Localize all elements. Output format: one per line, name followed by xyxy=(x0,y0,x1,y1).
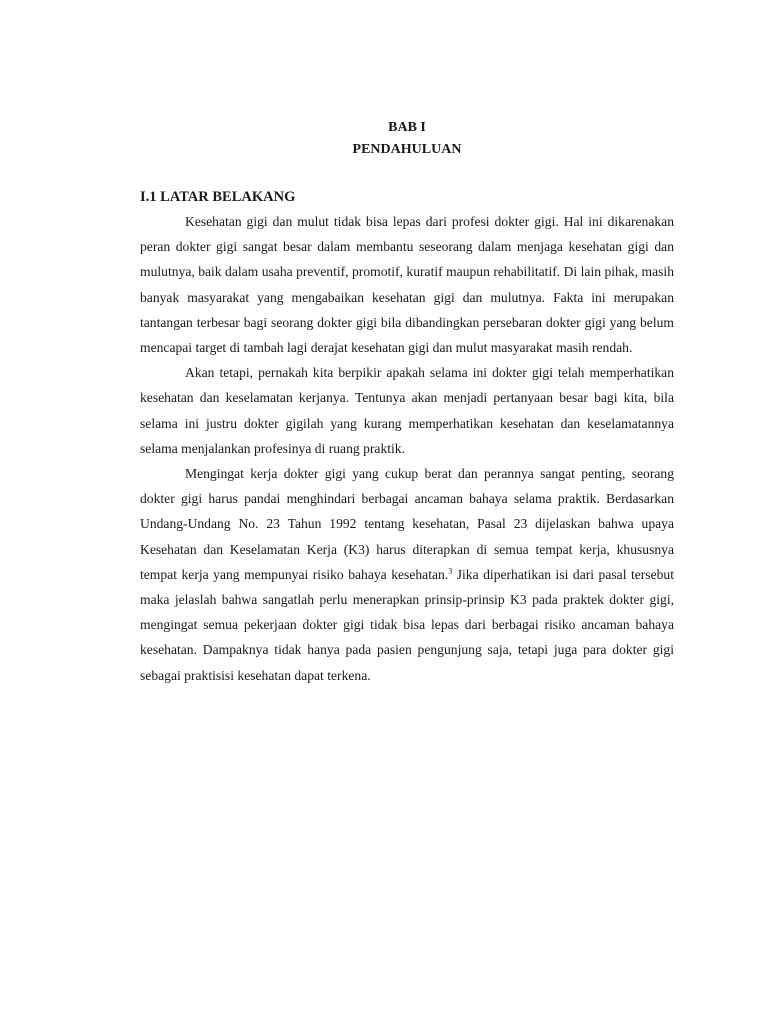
section-heading: I.1 LATAR BELAKANG xyxy=(140,189,296,205)
chapter-title: PENDAHULUAN xyxy=(352,142,462,157)
body-text xyxy=(140,209,674,688)
chapter-label: BAB I xyxy=(388,120,426,135)
paragraph-3-part-2: Jika diperhatikan isi dari pasal tersebut maka jelaslah bahwa sangatlah perlu menerapkan prinsip-prinsip K3 pada praktek dokter gigi, mengingat semua pekerjaan dokter gigi tidak bisa lepas dari berbagai risiko ancaman bahaya kesehatan. Dampaknya tidak hanya pada pasien pengunjung saja, tetapi juga para dokter gigi sebagai praktisisi kesehatan dapat terkena. xyxy=(140,566,674,683)
paragraph-1: Kesehatan gigi dan mulut tidak bisa lepas dari profesi dokter gigi. Hal ini dikarenakan peran dokter gigi sangat besar dalam membantu seseorang dalam menjaga kesehatan gigi dan mulutnya, baik dalam usaha preventif, promotif, kuratif maupun rehabilitatif. Di lain pihak, masih banyak masyarakat yang mengabaikan kesehatan gigi dan mulutnya. Fakta ini merupakan tantangan terbesar bagi seorang dokter gigi bila dibandingkan persebaran dokter gigi yang belum mencapai target di tambah lagi derajat kesehatan gigi dan mulut masyarakat masih rendah. xyxy=(140,214,674,356)
footnote-reference: 3 xyxy=(448,566,453,576)
paragraph-3 xyxy=(140,461,674,688)
chapter-heading xyxy=(140,117,674,161)
paragraph-2: Akan tetapi, pernakah kita berpikir apakah selama ini dokter gigi telah memperhatikan kesehatan dan keselamatan kerjanya. Tentunya akan menjadi pertanyaan besar bagi kita, bila selama ini justru dokter gigilah yang kurang memperhatikan kesehatan dan keselamatannya selama menjalankan profesinya di ruang praktik. xyxy=(140,365,674,456)
paragraph-3-part-1: Mengingat kerja dokter gigi yang cukup berat dan perannya sangat penting, seorang dokter gigi harus pandai menghindari berbagai ancaman bahaya selama praktik. Berdasarkan Undang-Undang No. 23 Tahun 1992 tentang kesehatan, Pasal 23 dijelaskan bahwa upaya Kesehatan dan Keselamatan Kerja (K3) harus diterapkan di semua tempat kerja, khususnya tempat kerja yang mempunyai risiko bahaya kesehatan. xyxy=(140,466,674,582)
